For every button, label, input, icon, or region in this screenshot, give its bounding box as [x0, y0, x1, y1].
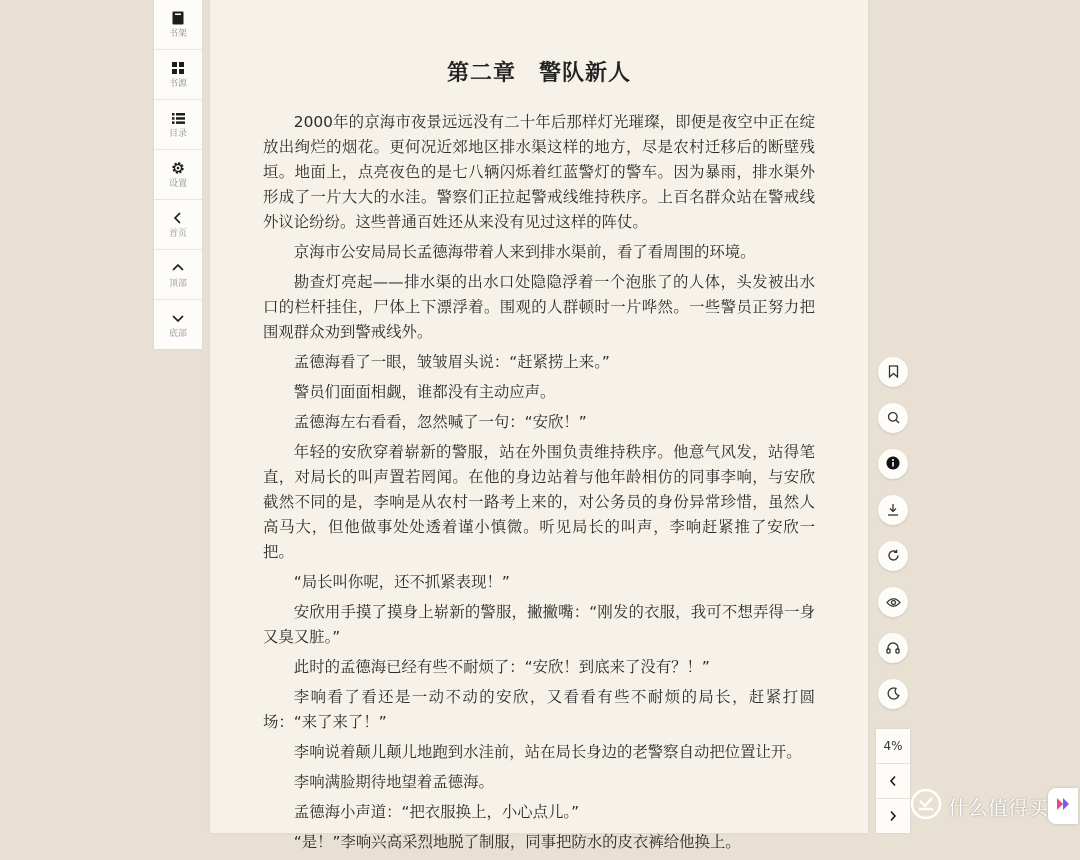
chevron-left-icon — [889, 772, 897, 791]
download-icon — [887, 501, 899, 520]
toolbar-home-button[interactable] — [154, 200, 202, 250]
paragraph: 孟德海小声道：“把衣服换上，小心点儿。” — [293, 803, 580, 821]
bookmark-icon — [888, 363, 899, 382]
moon-icon — [887, 685, 900, 704]
eye-icon — [886, 593, 901, 612]
paragraph: 勘查灯亮起——排水渠的出水口处隐隐浮着一个泡胀了的人体，头发被出水口的栏杆挂住，尸体上下漂浮着。围观的人群顿时一片哗然。一些警员正努力把围观群众劝到警戒线外。 — [263, 273, 815, 341]
chevron-right-icon — [889, 807, 897, 826]
chevron-down-icon — [170, 310, 186, 326]
bookshelf-icon — [170, 10, 186, 26]
toolbar-label: 书源 — [168, 79, 187, 89]
toolbar-label: 目录 — [168, 129, 187, 139]
paragraph: 京海市公安局局长孟德海带着人来到排水渠前，看了看周围的环境。 — [293, 243, 756, 261]
paragraph: 安欣用手摸了摸身上崭新的警服，撇撇嘴：“刚发的衣服，我可不想弄得一身又臭又脏。” — [263, 603, 815, 646]
paragraph: 此时的孟德海已经有些不耐烦了：“安欣！到底来了没有？！” — [293, 658, 710, 676]
toolbar-toc-button[interactable] — [154, 100, 202, 150]
refresh-icon — [887, 547, 900, 566]
paragraph: 孟德海左右看看，忽然喊了一句：“安欣！” — [293, 413, 587, 431]
search-icon — [887, 409, 900, 428]
headphones-icon — [886, 639, 900, 658]
toolbar-label: 设置 — [168, 179, 187, 189]
info-button[interactable] — [878, 449, 908, 479]
progress-percent: 4% — [876, 729, 910, 764]
toolbar-source-button[interactable] — [154, 50, 202, 100]
download-button[interactable] — [878, 495, 908, 525]
refresh-button[interactable] — [878, 541, 908, 571]
paragraph: “是！”李响兴高采烈地脱了制服，同事把防水的皮衣裤给他换上。 — [293, 833, 741, 851]
chapter-content — [263, 110, 815, 860]
paragraph: “局长叫你呢，还不抓紧表现！” — [293, 573, 510, 591]
left-toolbar — [154, 0, 202, 349]
app-logo-icon — [1054, 795, 1072, 817]
gear-icon — [170, 160, 186, 176]
toolbar-bottom-button[interactable] — [154, 300, 202, 349]
night-mode-button[interactable] — [878, 679, 908, 709]
listen-button[interactable] — [878, 633, 908, 663]
progress-panel — [876, 729, 910, 833]
grid-icon — [170, 60, 186, 76]
chevron-left-icon — [170, 210, 186, 226]
paragraph: 李响看了看还是一动不动的安欣，又看看有些不耐烦的局长，赶紧打圆场：“来了来了！” — [263, 688, 815, 731]
chapter-title: 第二章 警队新人 — [446, 61, 631, 86]
toolbar-label: 底部 — [168, 329, 187, 339]
floating-app-button[interactable] — [1048, 788, 1078, 824]
paragraph: 年轻的安欣穿着崭新的警服，站在外围负责维持秩序。他意气风发，站得笔直，对局长的叫声置若罔闻。在他的身边站着与他年龄相仿的同事李响，与安欣截然不同的是，李响是从农村一路考上来的，对公务员的身份异常珍惜，虽然人高马大，但他做事处处透着谨小慎微。听见局长的叫声，李响赶紧推了安欣一把。 — [263, 443, 815, 561]
toolbar-label: 首页 — [168, 229, 187, 239]
watermark-text: 什么值得买 — [948, 795, 1048, 820]
toolbar-label: 书架 — [168, 29, 187, 39]
paragraph: 孟德海看了一眼，皱皱眉头说：“赶紧捞上来。” — [293, 353, 610, 371]
info-icon — [886, 455, 900, 474]
smzdm-logo-icon — [910, 788, 942, 824]
paragraph: 李响满脸期待地望着孟德海。 — [293, 773, 494, 791]
paragraph: 李响说着颠儿颠儿地跑到水洼前，站在局长身边的老警察自动把位置让开。 — [293, 743, 802, 761]
chevron-up-icon — [170, 260, 186, 276]
toolbar-top-button[interactable] — [154, 250, 202, 300]
paragraph: 2000年的京海市夜景远远没有二十年后那样灯光璀璨，即便是夜空中正在绽放出绚烂的烟花。更何况近郊地区排水渠这样的地方，尽是农村迁移后的断壁残垣。地面上，点亮夜色的是七八辆闪烁着红蓝警灯的警车。因为暴雨，排水渠外形成了一片大大的水洼。警察们正拉起警戒线维持秩序。上百名群众站在警戒线外议论纷纷。这些普通百姓还从来没有见过这样的阵仗。 — [263, 113, 815, 231]
list-icon — [170, 110, 186, 126]
toolbar-settings-button[interactable] — [154, 150, 202, 200]
prev-page-button[interactable] — [876, 764, 910, 799]
next-page-button[interactable] — [876, 799, 910, 833]
reading-page — [210, 0, 868, 851]
eye-button[interactable] — [878, 587, 908, 617]
bookmark-button[interactable] — [878, 357, 908, 387]
watermark — [910, 786, 1048, 826]
paragraph: 警员们面面相觑，谁都没有主动应声。 — [293, 383, 556, 401]
toolbar-bookshelf-button[interactable] — [154, 0, 202, 50]
toolbar-label: 顶部 — [168, 279, 187, 289]
search-button[interactable] — [878, 403, 908, 433]
